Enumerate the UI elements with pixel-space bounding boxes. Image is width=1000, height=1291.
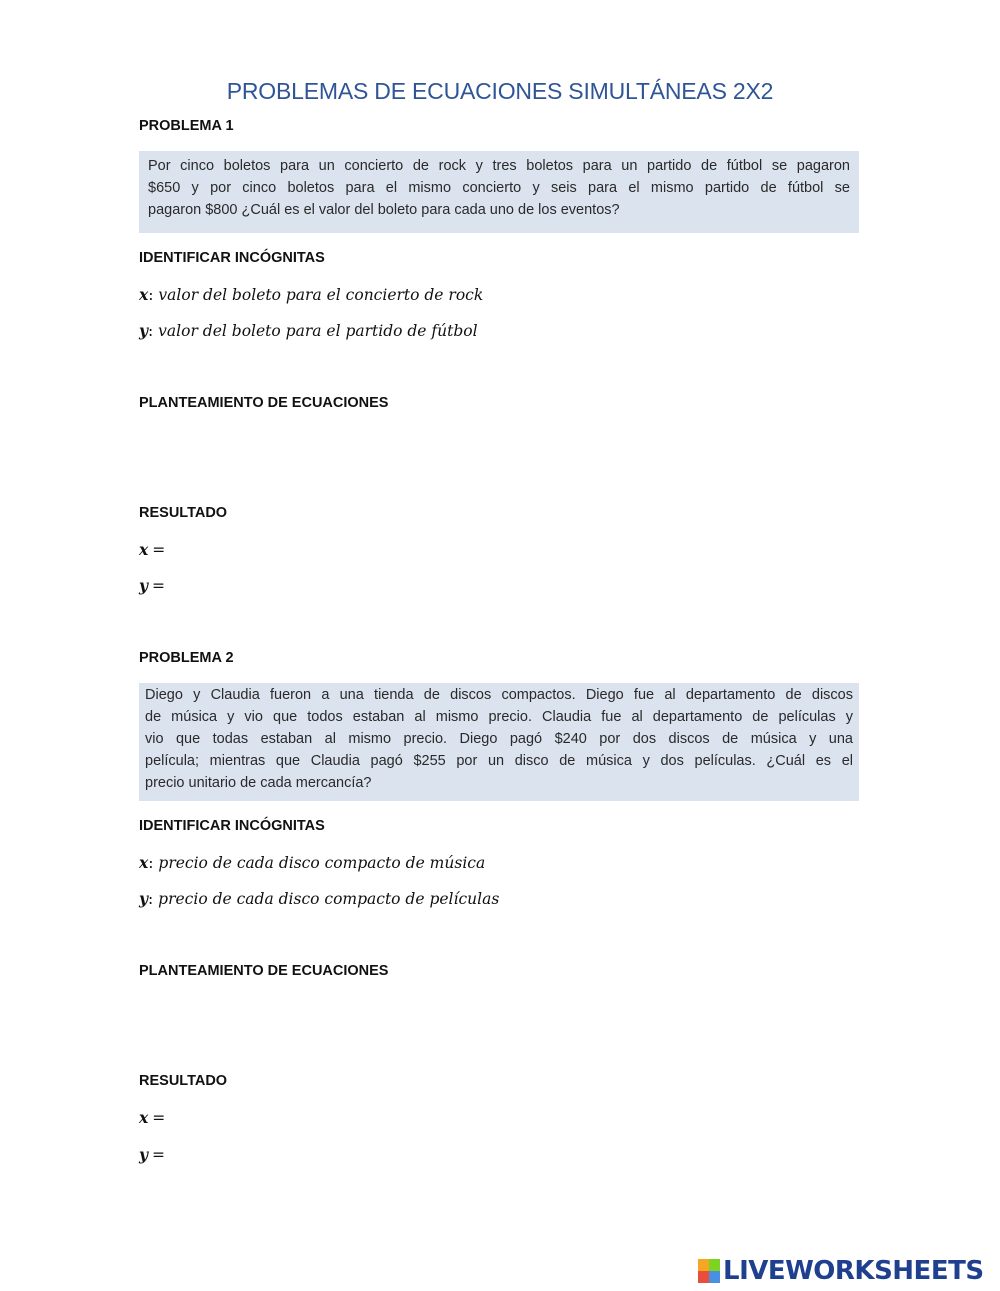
variable-y: y <box>139 889 149 908</box>
unknown-description: valor del boleto para el partido de fútbol <box>153 322 478 340</box>
variable-x: x <box>139 1108 149 1127</box>
problem-2-line: de música y vio que todos estaban al mismo precio. Claudia fue al departamento de películas y <box>145 709 853 725</box>
problem-1-result-heading: RESULTADO <box>139 505 228 521</box>
problem-1-unknown-x <box>139 285 483 304</box>
problem-2-line: vio que todas estaban al mismo precio. Diego pagó $240 por dos discos de música y una <box>145 731 853 747</box>
problem-1-result-y <box>139 576 165 595</box>
problem-2-result-heading: RESULTADO <box>139 1073 228 1089</box>
problem-2-unknowns-heading: IDENTIFICAR INCÓGNITAS <box>139 818 325 834</box>
problem-1-line: pagaron $800 ¿Cuál es el valor del boleto para cada uno de los eventos? <box>148 202 620 218</box>
colon: : <box>148 286 154 304</box>
variable-y: y <box>139 321 149 340</box>
page-title: PROBLEMAS DE ECUACIONES SIMULTÁNEAS 2X2 <box>226 78 774 104</box>
variable-y: y <box>139 1145 149 1164</box>
problem-1-line: $650 y por cinco boletos para el mismo concierto y seis para el mismo partido de fútbol se <box>148 180 850 196</box>
problem-1-unknowns-heading: IDENTIFICAR INCÓGNITAS <box>139 250 325 266</box>
equals-sign: = <box>152 1109 166 1127</box>
problem-2-equations-heading: PLANTEAMIENTO DE ECUACIONES <box>139 963 389 979</box>
logo-square-icon <box>709 1259 720 1271</box>
problem-1-equations-heading: PLANTEAMIENTO DE ECUACIONES <box>139 395 389 411</box>
problem-2-line: película; mientras que Claudia pagó $255 por un disco de música y dos películas. ¿Cuál es el <box>145 753 853 769</box>
problem-1-unknown-y <box>139 321 478 340</box>
liveworksheets-logo-icon <box>698 1259 720 1283</box>
problem-2-statement <box>139 683 859 801</box>
problem-1-label: PROBLEMA 1 <box>139 118 234 134</box>
logo-square-icon <box>698 1271 709 1283</box>
colon: : <box>148 322 154 340</box>
problem-1-result-x <box>139 540 165 559</box>
variable-x: x <box>139 540 149 559</box>
equals-sign: = <box>152 541 166 559</box>
problem-1-statement <box>139 151 859 233</box>
variable-x: x <box>139 853 149 872</box>
problem-1-line: Por cinco boletos para un concierto de rock y tres boletos para un partido de fútbol se pagaron <box>148 158 850 174</box>
colon: : <box>148 854 154 872</box>
problem-2-label: PROBLEMA 2 <box>139 650 234 666</box>
colon: : <box>148 890 154 908</box>
problem-2-unknown-y <box>139 889 499 908</box>
liveworksheets-logo <box>698 1257 984 1285</box>
problem-2-unknown-x <box>139 853 485 872</box>
unknown-description: precio de cada disco compacto de música <box>153 854 486 872</box>
equals-sign: = <box>152 1146 166 1164</box>
variable-y: y <box>139 576 149 595</box>
logo-square-icon <box>698 1259 709 1271</box>
problem-2-result-x <box>139 1108 165 1127</box>
unknown-description: valor del boleto para el concierto de rock <box>153 286 484 304</box>
problem-2-line: Diego y Claudia fueron a una tienda de discos compactos. Diego fue al departamento de discos <box>145 687 853 703</box>
problem-2-line: precio unitario de cada mercancía? <box>145 775 372 791</box>
unknown-description: precio de cada disco compacto de películas <box>153 890 500 908</box>
equals-sign: = <box>152 577 166 595</box>
logo-square-icon <box>709 1271 720 1283</box>
variable-x: x <box>139 285 149 304</box>
logo-text: LIVEWORKSHEETS <box>723 1256 984 1286</box>
problem-2-result-y <box>139 1145 165 1164</box>
